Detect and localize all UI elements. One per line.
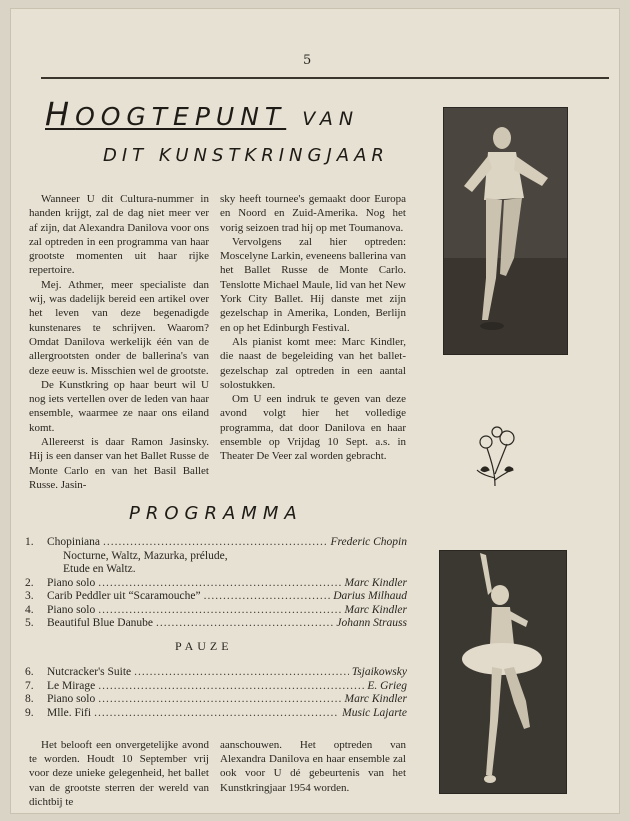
programma-item xyxy=(25,590,407,604)
leader-dots xyxy=(103,536,327,548)
leader-dots xyxy=(98,693,341,705)
item-composer: Darius Milhaud xyxy=(333,590,407,602)
programma-item xyxy=(25,577,407,591)
item-composer: E. Grieg xyxy=(367,679,407,692)
item-piece: Piano solo xyxy=(47,693,96,705)
programma-item xyxy=(25,536,407,550)
item-piece: Chopiniana xyxy=(47,536,101,548)
item-number: 1. xyxy=(25,536,34,548)
leader-dots xyxy=(94,707,339,719)
headline-line-1 xyxy=(45,95,359,133)
programma-item xyxy=(25,666,407,680)
programma-item xyxy=(25,707,407,721)
paragraph: Wanneer U dit Cultura-nummer in handen krijgt, zal de dag niet meer ver af zijn, dat Alexandra Danilova voor ons zal optreden in een programma van haar grootste momenten uit haar rijke repertoire. xyxy=(29,193,209,277)
programma-item xyxy=(25,604,407,618)
programma-item xyxy=(25,680,407,694)
item-number: 6. xyxy=(25,666,34,678)
programma-list-part-2 xyxy=(25,666,407,720)
item-number: 7. xyxy=(25,679,34,692)
item-composer: Music Lajarte xyxy=(342,706,407,719)
item-piece: Nutcracker's Suite xyxy=(47,666,132,678)
leader-dots xyxy=(134,666,349,678)
programma-heading: PROGRAMMA xyxy=(129,503,303,524)
article-column-2 xyxy=(220,192,406,464)
headline-line-2: DIT KUNSTKRINGJAAR xyxy=(103,145,389,166)
item-number: 9. xyxy=(25,706,34,719)
closing-column-2 xyxy=(220,738,406,795)
headline-van: VAN xyxy=(302,108,360,130)
leader-dots xyxy=(156,617,333,629)
leader-dots xyxy=(98,680,364,692)
item-number: 8. xyxy=(25,693,34,705)
paragraph: Als pianist komt mee: Marc Kindler, die naast de begeleiding van het ballet-gezelschap zal optreden in een aantal solostukken. xyxy=(220,335,406,391)
item-piece: Beautiful Blue Danube xyxy=(47,617,154,629)
dancer-photo-ballerina xyxy=(439,550,567,794)
leader-dots xyxy=(204,590,331,602)
programma-list-part-1 xyxy=(25,536,407,631)
paragraph: sky heeft tournee's gemaakt door Europa en Noord en Zuid-Amerika. Nog het vorig seizoen trad hij op met Toumanova. xyxy=(220,193,406,234)
closing-column-1 xyxy=(29,738,209,809)
paragraph: Vervolgens zal hier optreden: Moscelyne Larkin, eveneens ballerina van het Ballet Russe de Monte Carlo. Tenslotte Michael Maule, lid van het New York City Ballet. Hij danste met zijn gezelschap in Amerika, Londen, Berlijn en op het Edinburgh Festival. xyxy=(220,235,407,334)
item-composer: Tsjaikowsky xyxy=(351,666,407,678)
item-composer: Marc Kindler xyxy=(344,576,407,589)
item-composer: Marc Kindler xyxy=(344,693,407,705)
programma-item xyxy=(25,617,407,631)
item-subtitle: Etude en Waltz. xyxy=(63,563,136,575)
leader-dots xyxy=(98,604,341,616)
item-piece: Piano solo xyxy=(47,576,96,589)
headline-initial: H xyxy=(45,95,76,133)
item-piece: Piano solo xyxy=(47,603,96,616)
item-composer: Johann Strauss xyxy=(336,617,407,629)
paragraph: Mej. Athmer, meer specialiste dan wij, was dadelijk bereid een artikel over het leven van deze begenadigde kunstenares te schrijven. Waarom? Omdat Danilova werkelijk één van de allergrootsten onder de ballerina's van deze eeuw is. Misschien wel de grootste. xyxy=(29,278,209,377)
article-column-1 xyxy=(29,192,209,492)
programma-item xyxy=(25,693,407,707)
item-number: 2. xyxy=(25,576,34,589)
header-rule xyxy=(41,77,609,79)
headline-word: OOGTEPUNT xyxy=(75,102,287,131)
pauze-heading: PAUZE xyxy=(175,639,233,653)
paragraph: De Kunstkring op haar beurt wil U nog iets vertellen over de leden van haar ensemble, waarmee ze naar ons eiland komt. xyxy=(29,378,209,434)
item-composer: Frederic Chopin xyxy=(330,536,407,548)
page-number: 5 xyxy=(303,53,312,68)
item-number: 5. xyxy=(25,617,34,629)
item-composer: Marc Kindler xyxy=(344,603,407,616)
paragraph: Het belooft een onvergetelijke avond te worden. Houdt 10 September vrij voor deze unieke gelegenheid, het ballet van de grootste sterren der wereld van dichtbij te xyxy=(29,739,209,808)
item-piece: Carib Peddler uit “Scaramouche” xyxy=(47,590,201,602)
leader-dots xyxy=(98,577,341,589)
item-subtitle: Nocturne, Waltz, Mazurka, prélude, xyxy=(63,549,228,562)
item-piece: Le Mirage xyxy=(47,679,96,692)
flower-illustration-icon xyxy=(473,424,519,488)
item-number: 3. xyxy=(25,590,34,602)
dancer-photo-male xyxy=(443,107,568,355)
paragraph: Allereerst is daar Ramon Jasinsky. Hij is een danser van het Ballet Russe de Monte Carlo en van het Basil Ballet Russe. Jasin- xyxy=(29,436,209,491)
paragraph: aanschouwen. Het optreden van Alexandra Danilova en haar ensemble zal ook voor U dé gebeurtenis van het Kunstkringjaar 1954 worden. xyxy=(220,739,406,794)
item-number: 4. xyxy=(25,603,34,616)
paragraph: Om U een indruk te geven van deze avond volgt hier het volledige programma, dat door Danilova en haar ensemble op Vrijdag 10 Sept. a.s. in Theater De Veer zal worden gebracht. xyxy=(220,393,406,463)
item-piece: Mlle. Fifi xyxy=(47,706,92,719)
magazine-page xyxy=(10,8,620,814)
